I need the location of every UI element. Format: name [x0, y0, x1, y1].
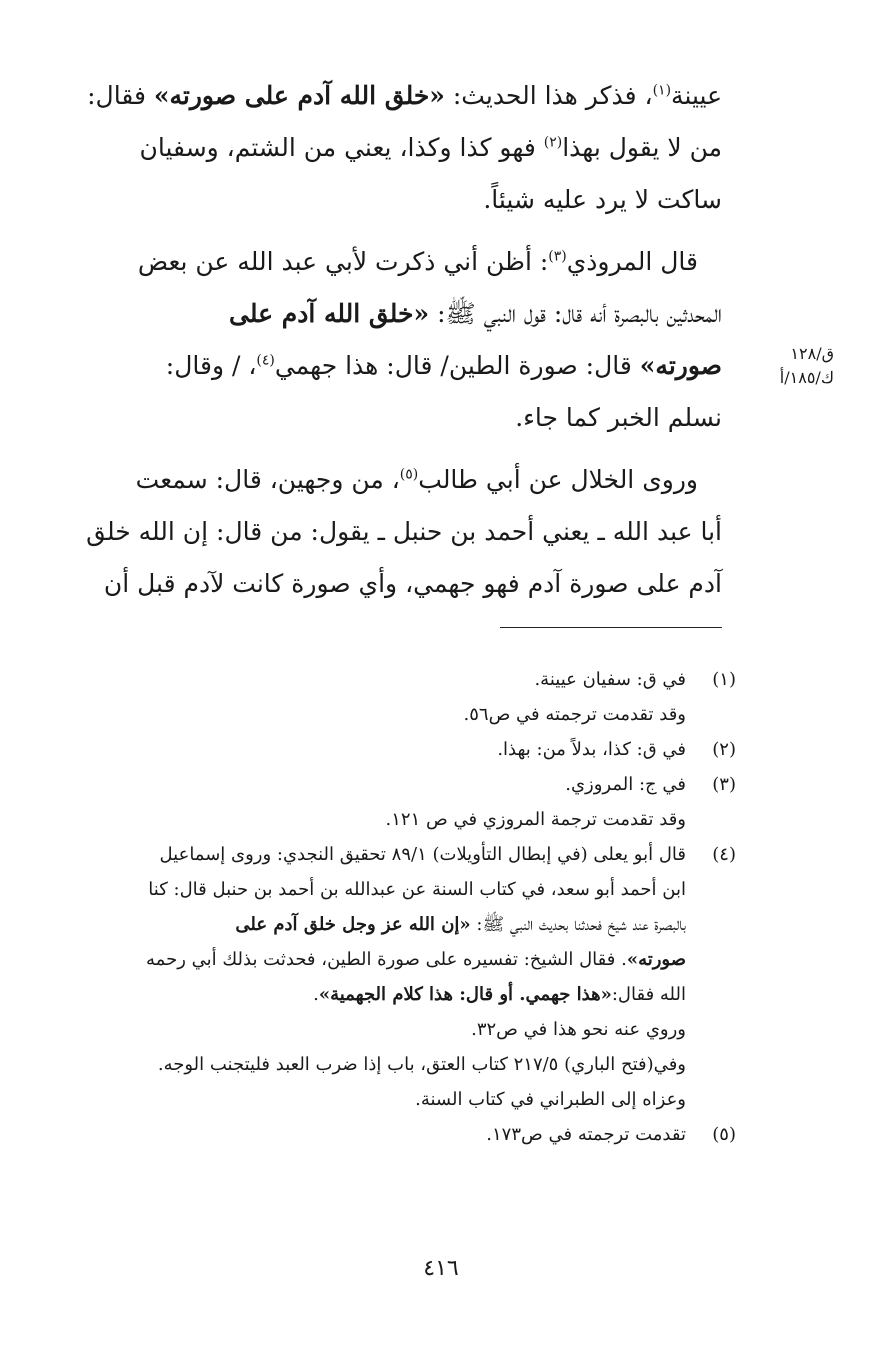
footnote-line: وفي(فتح الباري) ٢١٧/٥ كتاب العتق، باب إذا ضرب العبد فليتجنب الوجه. [157, 1054, 686, 1075]
footnote-number: (٥) [712, 1124, 736, 1145]
text-run: آدم على صورة آدم فهو جهمي، وأي صورة كانت لآدم قبل أن [103, 569, 722, 598]
text-run: المحدثين بالبصرة أنه قال: قول النبي ﷺ: [429, 299, 722, 328]
footnote-1 [46, 662, 736, 732]
footnote-ref: (٢) [543, 134, 563, 151]
footnote-line: في ق: سفيان عيينة. [534, 669, 686, 690]
text-run: قال المروذي [566, 247, 698, 276]
text-run: فقال: [87, 81, 154, 110]
text-run: . [313, 984, 319, 1005]
footnote-3 [46, 767, 736, 837]
text-run: نسلم الخبر كما جاء. [515, 403, 722, 432]
footnote-line: وقد تقدمت ترجمته في ص٥٦. [463, 704, 686, 725]
text-run: أبا عبد الله ـ يعني أحمد بن حنبل ـ يقول: من قال: إن الله خلق [86, 517, 722, 546]
text-run: ، فذكر هذا الحديث: [444, 81, 653, 110]
text-run: قال: صورة الطين/ قال: هذا جهمي [274, 351, 640, 380]
footnote-ref: (١) [652, 82, 672, 99]
hadith-quote: صورته» [639, 351, 722, 380]
text-run: : أظن أني ذكرت لأبي عبد الله عن بعض [137, 247, 549, 276]
footnote-number: (٢) [712, 739, 736, 760]
text-run: الله فقال: [611, 984, 686, 1005]
footnote-line: في ج: المروزي. [565, 774, 686, 795]
footnote-ref: (٣) [548, 248, 567, 265]
hadith-quote: «هذا جهمي. أو قال: هذا كلام الجهمية» [318, 984, 612, 1005]
footnote-line [46, 907, 686, 942]
footnote-4 [46, 837, 736, 1117]
footnote-number: (١) [712, 669, 736, 690]
text-run: من لا يقول بهذا [562, 133, 722, 162]
footnote-line: وروي عنه نحو هذا في ص٣٢. [471, 1019, 686, 1040]
hadith-quote: «خلق الله آدم على [228, 299, 430, 328]
paragraph-3 [46, 454, 722, 610]
footnote-line: ابن أحمد أبو سعد، في كتاب السنة عن عبدالله بن أحمد بن حنبل قال: كنا [148, 879, 686, 900]
hadith-quote: صورته» [626, 949, 686, 970]
footnote-line: وعزاه إلى الطبراني في كتاب السنة. [415, 1089, 686, 1110]
text-run: وروى الخلال عن أبي طالب [418, 465, 698, 494]
margin-ref-q: ق/١٢٨ [790, 344, 834, 363]
text-run: بالبصرة عند شيخ فحدثنا بحديث النبي ﷺ: [470, 914, 686, 935]
paragraph-2 [46, 236, 722, 444]
footnotes [46, 662, 736, 1152]
hadith-quote: «إن الله عز وجل خلق آدم على [235, 914, 471, 935]
footnote-number: (٣) [712, 774, 736, 795]
page-number: ٤١٦ [423, 1256, 459, 1281]
footnote-2 [46, 732, 736, 767]
footnote-ref: (٥) [399, 466, 419, 483]
manuscript-margin-note [774, 342, 834, 390]
footnote-ref: (٤) [256, 352, 275, 369]
footnote-5 [46, 1117, 736, 1152]
text-run: ساكت لا يرد عليه شيئاً. [483, 185, 722, 214]
footnote-line: قال أبو يعلى (في إبطال التأويلات) ٨٩/١ تحقيق النجدي: وروى إسماعيل [159, 844, 686, 865]
footnote-line: في ق: كذا، بدلاً من: بهذا. [497, 739, 686, 760]
footnote-number: (٤) [712, 844, 736, 865]
margin-ref-k: ك/١٨٥/أ [779, 368, 834, 387]
footnote-line [46, 977, 686, 1012]
text-run: . فقال الشيخ: تفسيره على صورة الطين، فحدثت بذلك أبي رحمه [146, 949, 627, 970]
text-run: عيينة [671, 81, 722, 110]
footnote-line: تقدمت ترجمته في ص١٧٣. [486, 1124, 686, 1145]
text-run: ، من وجهين، قال: سمعت [135, 465, 400, 494]
footnote-separator [500, 627, 722, 628]
text-run: ، / وقال: [165, 351, 257, 380]
hadith-quote: «خلق الله آدم على صورته» [153, 81, 445, 110]
footnote-line [46, 942, 686, 977]
footnote-line: وقد تقدمت ترجمة المروزي في ص ١٢١. [385, 809, 686, 830]
main-text [46, 70, 722, 610]
text-run: فهو كذا وكذا، يعني من الشتم، وسفيان [139, 133, 544, 162]
paragraph-1 [46, 70, 722, 226]
